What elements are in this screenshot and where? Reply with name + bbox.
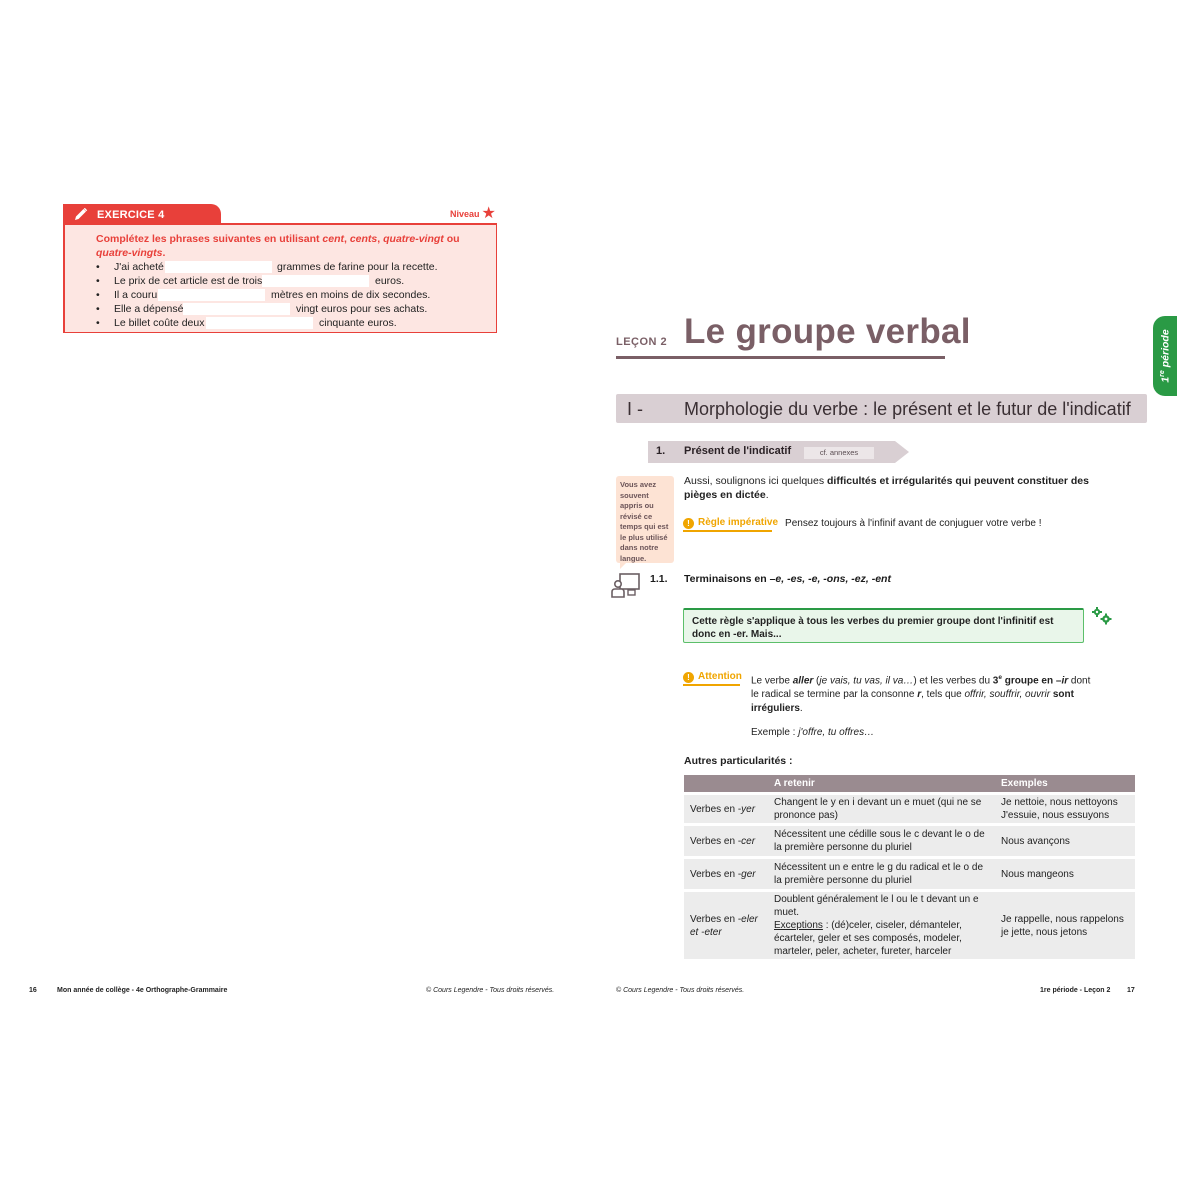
answer-blank[interactable] [165,261,272,273]
terminations-title: Terminaisons en –e, -es, -e, -ons, -ez, -ent [684,573,891,585]
lesson-title: Le groupe verbal [684,312,971,351]
right-section-label: 1re période - Leçon 2 [1040,987,1111,994]
table-cell-verb: Verbes en -cer [684,825,768,858]
attention-callout [683,671,742,683]
right-page-number: 17 [1127,987,1135,994]
exercise-header-tab [63,204,221,225]
table-cell-examples: Nous avançons [995,825,1135,858]
exercise-instruction: Complétez les phrases suivantes en utilisant cent, cents, quatre-vingt ou quatre-vingts. [96,233,460,259]
particularities-table [684,775,1135,959]
rule-callout [683,517,1042,529]
intro-paragraph: Aussi, soulignons ici quelques difficultés et irrégularités qui peuvent constituer des pièges en dictée. [684,475,1089,501]
table-row [684,794,1135,825]
table-cell-examples: Je rappelle, nous rappelons je jette, nous jetons [995,891,1135,960]
left-page-number: 16 [29,987,37,994]
attention-label: Attention [698,671,742,682]
subsection-arrow [895,441,909,463]
other-particularities-title: Autres particularités : [684,755,793,767]
annex-reference-chip[interactable]: cf. annexes [804,447,874,459]
lesson-label: LEÇON 2 [616,336,668,348]
section-title: Morphologie du verbe : le présent et le futur de l'indicatif [684,399,1131,419]
exercise-title: EXERCICE 4 [97,208,165,221]
gears-icon [1090,606,1114,626]
terminations-number: 1.1. [650,573,668,585]
answer-blank[interactable] [262,275,369,287]
lesson-title-underline [616,356,945,359]
exercise-level [450,207,496,221]
teacher-board-icon [610,572,642,598]
table-cell-examples: Je nettoie, nous nettoyons J'essuie, nous essuyons [995,794,1135,825]
level-label: Niveau [450,209,480,219]
answer-blank[interactable] [206,317,313,329]
table-cell-verb: Verbes en -ger [684,858,768,891]
rule-note-box: Cette règle s'applique à tous les verbes du premier groupe dont l'infinitif est donc en -er. Mais... [683,608,1084,643]
side-note: Vous avez souvent appris ou révisé ce temps qui est le plus utilisé dans notre langue. [616,476,674,563]
table-row [684,825,1135,858]
subsection-title: Présent de l'indicatif [684,445,792,457]
pencil-icon [73,208,89,222]
table-cell-examples: Nous mangeons [995,858,1135,891]
subsection-number: 1. [656,445,666,457]
right-copyright: © Cours Legendre - Tous droits réservés. [616,987,745,994]
table-cell-rule: Nécessitent une cédille sous le c devant le o de la première personne du pluriel [768,825,995,858]
table-row [684,891,1135,960]
table-cell-rule: Nécessitent un e entre le g du radical et le o de la première personne du pluriel [768,858,995,891]
table-header: A retenir [768,775,995,794]
warning-icon: ! [683,518,694,529]
star-icon: ★ [481,205,496,222]
answer-blank[interactable] [183,303,290,315]
attention-text: Le verbe aller (je vais, tu vas, il va…) et les verbes du 3e groupe en –ir dont le radical se termine par la consonne r, tels que offrir, souffrir, ouvrir sont irréguliers. [751,674,1091,715]
period-tab-label: 1re période [1158,329,1172,383]
rule-underline [683,530,772,532]
rule-label: Règle impérative [698,517,779,528]
table-row [684,858,1135,891]
table-header [684,775,768,794]
section-number: I - [627,399,643,419]
warning-icon: ! [683,672,694,683]
rule-text: Pensez toujours à l'infinif avant de conjuguer votre verbe ! [785,517,1042,529]
table-header: Exemples [995,775,1135,794]
answer-blank[interactable] [158,289,265,301]
table-cell-rule: Changent le y en i devant un e muet (qui ne se prononce pas) [768,794,995,825]
side-note-tail [620,563,626,569]
table-cell-verb: Verbes en -yer [684,794,768,825]
table-header-row [684,775,1135,794]
table-cell-rule: Doublent généralement le l ou le t devant un e muet. Exceptions : (dé)celer, ciseler, démanteler, écarteler, geler et ses composés, modeler, marteler, peler, acheter, fureter, harceler [768,891,995,960]
table-cell-verb: Verbes en -eler et -eter [684,891,768,960]
example-line: Exemple : j'offre, tu offres… [751,727,875,738]
left-copyright: © Cours Legendre - Tous droits réservés. [426,987,555,994]
attention-underline [683,684,740,686]
period-tab[interactable] [1153,316,1177,396]
left-book-title: Mon année de collège - 4e Orthographe-Grammaire [57,987,228,994]
